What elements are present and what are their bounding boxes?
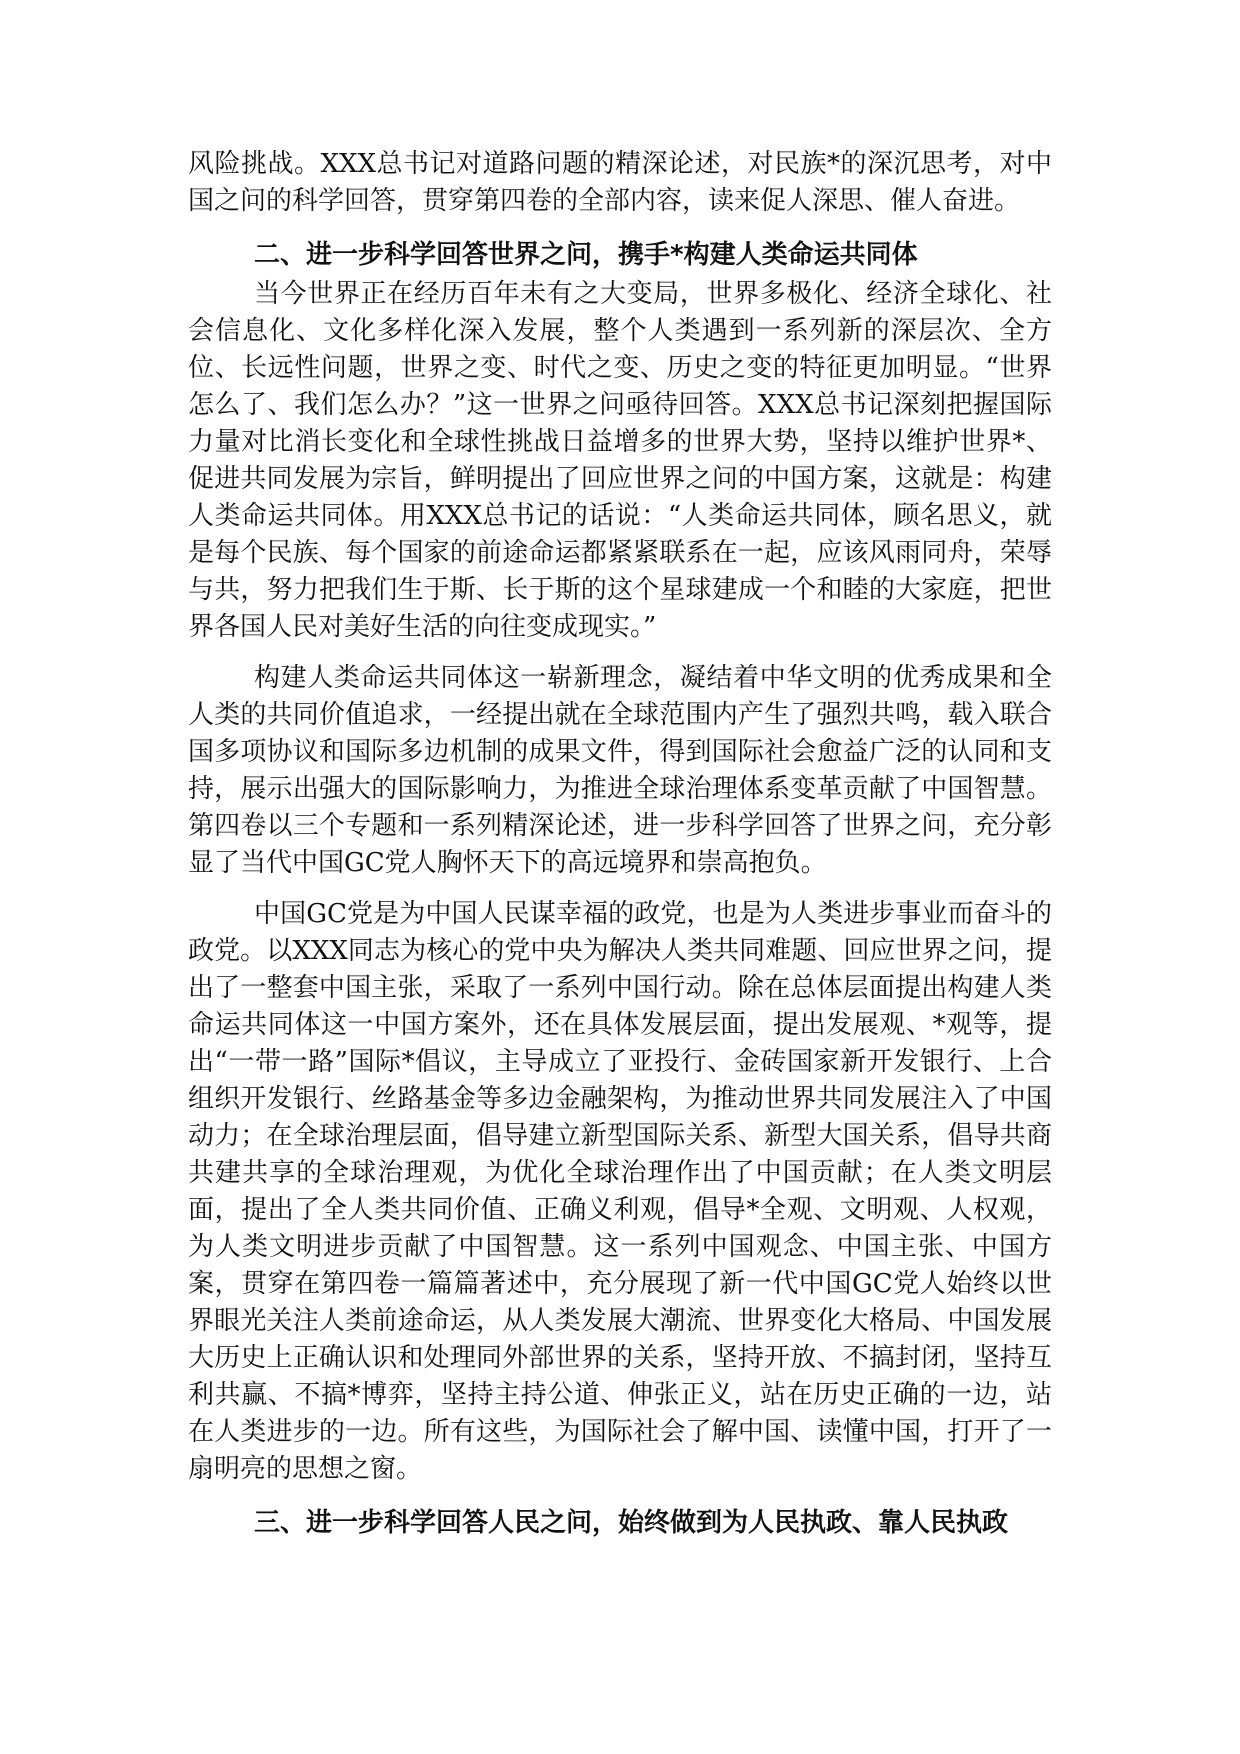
paragraph-world-change: 当今世界正在经历百年未有之大变局，世界多极化、经济全球化、社会信息化、文化多样化深入发展，整个人类遇到一系列新的深层次、全方位、长远性问题，世界之变、时代之变、历史之变的特征更加明显。“世界怎么了、我们怎么办？”这一世界之问亟待回答。XXX总书记深刻把握国际力量对比消长变化和全球性挑战日益增多的世界大势，坚持以维护世界*、促进共同发展为宗旨，鲜明提出了回应世界之问的中国方案，这就是：构建人类命运共同体。用XXX总书记的话说：“人类命运共同体，顾名思义，就是每个民族、每个国家的前途命运都紧紧联系在一起，应该风雨同舟，荣辱与共，努力把我们生于斯、长于斯的这个星球建成一个和睦的大家庭，把世界各国人民对美好生活的向往变成现实。” (188, 279, 1052, 642)
paragraph-continued: 风险挑战。XXX总书记对道路问题的精深论述，对民族*的深沉思考，对中国之问的科学回答，贯穿第四卷的全部内容，读来促人深思、催人奋进。 (188, 149, 1052, 216)
section-heading-3: 三、进一步科学回答人民之问，始终做到为人民执政、靠人民执政 (254, 1508, 1009, 1538)
paragraph-community-concept: 构建人类命运共同体这一崭新理念，凝结着中华文明的优秀成果和全人类的共同价值追求，一经提出就在全球范围内产生了强烈共鸣，载入联合国多项协议和国际多边机制的成果文件，得到国际社会愈益广泛的认同和支持，展示出强大的国际影响力，为推进全球治理体系变革贡献了中国智慧。第四卷以三个专题和一系列精深论述，进一步科学回答了世界之问，充分彰显了当代中国GC党人胸怀天下的高远境界和崇高抱负。 (188, 663, 1052, 878)
section-heading-2: 二、进一步科学回答世界之问，携手*构建人类命运共同体 (254, 240, 918, 270)
document-page (188, 146, 1052, 1544)
paragraph-party-actions: 中国GC党是为中国人民谋幸福的政党，也是为人类进步事业而奋斗的政党。以XXX同志为核心的党中央为解决人类共同难题、回应世界之问，提出了一整套中国主张，采取了一系列中国行动。除在总体层面提出构建人类命运共同体这一中国方案外，还在具体发展层面，提出发展观、*观等，提出“一带一路”国际*倡议，主导成立了亚投行、金砖国家新开发银行、上合组织开发银行、丝路基金等多边金融架构，为推动世界共同发展注入了中国动力；在全球治理层面，倡导建立新型国际关系、新型大国关系，倡导共商共建共享的全球治理观，为优化全球治理作出了中国贡献；在人类文明层面，提出了全人类共同价值、正确义利观，倡导*全观、文明观、人权观，为人类文明进步贡献了中国智慧。这一系列中国观念、中国主张、中国方案，贯穿在第四卷一篇篇著述中，充分展现了新一代中国GC党人始终以世界眼光关注人类前途命运，从人类发展大潮流、世界变化大格局、中国发展大历史上正确认识和处理同外部世界的关系，坚持开放、不搞封闭，坚持互利共赢、不搞*博弈，坚持主持公道、伸张正义，站在历史正确的一边，站在人类进步的一边。所有这些，为国际社会了解中国、读懂中国，打开了一扇明亮的思想之窗。 (188, 899, 1052, 1484)
